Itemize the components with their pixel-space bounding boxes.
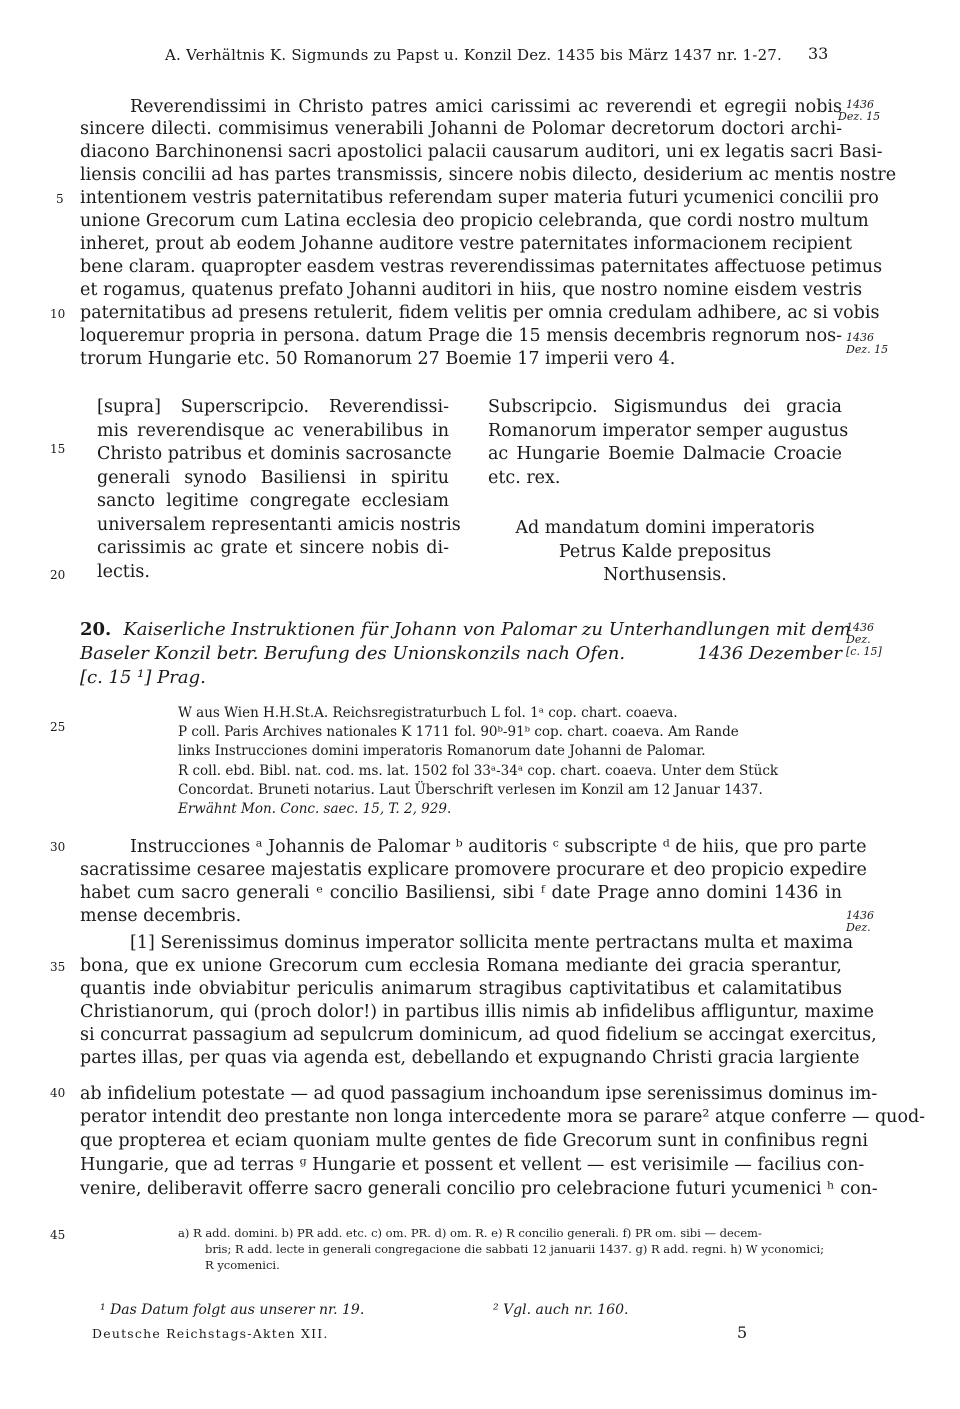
body-line: sacratissime cesaree majestatis explicare promovere procurare et deo propicio expedire [80, 860, 867, 880]
body-line: mense decembris. [80, 906, 242, 926]
body-line: habet cum sacro generali ᵉ concilio Basiliensi, sibi ᶠ date Prage anno domini 1436 in [80, 883, 842, 903]
body-line: sincere dilecti. commisimus venerabili Johanni de Polomar decretorum doctori archi- [80, 119, 842, 139]
section-title-line: Kaiserliche Instruktionen für Johann von Palomar zu Unterhandlungen mit dem [123, 619, 851, 640]
line-number: 40 [50, 1086, 66, 1100]
series-title: Deutsche Reichstags-Akten XII. [92, 1326, 329, 1341]
mandate-line: Northusensis. [603, 565, 727, 585]
body-line: Instrucciones ᵃ Johannis de Palomar ᵇ auditoris ᶜ subscripte ᵈ de hiis, que pro parte [130, 837, 867, 857]
subscription-line: etc. rex. [488, 467, 561, 488]
body-line: si concurrat passagium ad sepulcrum dominicum, ad quod fidelium se accingat exercitus, [80, 1025, 877, 1045]
line-number: 45 [50, 1228, 66, 1242]
body-line: venire, deliberavit offerre sacro generali concilio pro celebracione futuri ycumenici ʰ con- [80, 1179, 878, 1199]
body-line: diacono Barchinonensi sacri apostolici palacii causarum auditori, uni ex legatis sacri Basi- [80, 142, 883, 162]
body-line: Christianorum, qui (proch dolor!) in partibus illis nimis ab infidelibus affliguntur, maxime [80, 1002, 874, 1022]
line-number: 35 [50, 960, 66, 974]
body-line: partes illas, per quas via agenda est, debellando et expugnando Christi gracia largiente [80, 1048, 860, 1068]
superscription-line: generali synodo Basiliensi in spiritu [97, 467, 449, 488]
body-line: unione Grecorum cum Latina ecclesia deo propicio celebranda, que cordi nostro multum [80, 211, 869, 231]
apparatus-footnote: a) R add. domini. b) PR add. etc. c) om. PR. d) om. R. e) R concilio generali. f) PR om. sibi — decem- [178, 1226, 762, 1240]
footnote-2: ² Vgl. auch nr. 160. [493, 1302, 629, 1318]
margin-date-note: 1436 Dez. 15 [846, 331, 889, 356]
subscription-line: Romanorum imperator semper augustus [488, 420, 849, 441]
body-line: paternitatibus ad presens retulerit, fidem velitis per omnia credulam adhibere, ac si vobis [80, 303, 880, 323]
source-entry: Concordat. Bruneti notarius. Laut Überschrift verlesen im Konzil am 12 Januar 1437. [178, 782, 763, 798]
body-line: ab infidelium potestate — ad quod passagium inchoandum ipse serenissimus dominus im- [80, 1084, 878, 1104]
section-number: 20. [80, 619, 112, 640]
section-heading [80, 618, 851, 690]
page-number: 33 [808, 44, 829, 63]
body-line: Reverendissimi in Christo patres amici carissimi ac reverendi et egregii nobis [130, 97, 842, 117]
mandate-block [488, 517, 842, 588]
sheet-number: 5 [737, 1323, 748, 1342]
line-number: 5 [56, 192, 64, 206]
subscription-line: ac Hungarie Boemie Dalmacie Croacie [488, 444, 842, 464]
body-line: quantis inde obviabitur periculis animarum stragibus captivitatibus et calamitatibus [80, 979, 842, 999]
superscription-line: mis reverendisque ac venerabilibus in [97, 420, 449, 441]
source-entry: P coll. Paris Archives nationales K 1711 fol. 90ᵇ-91ᵇ cop. chart. coaeva. Am Rande [178, 724, 739, 740]
body-line: bona, que ex unione Grecorum cum ecclesia Romana mediante dei gracia sperantur, [80, 956, 842, 976]
margin-date-note: 1436 Dez. 15 [838, 98, 881, 123]
line-number: 30 [50, 840, 66, 854]
apparatus-footnote: R ycomenici. [205, 1258, 280, 1272]
body-line: liensis concilii ad has partes transmissis, sincere nobis dilecto, desiderium ac mentis nostre [80, 165, 897, 185]
line-number: 15 [50, 442, 66, 456]
running-head: A. Verhältnis K. Sigmunds zu Papst u. Konzil Dez. 1435 bis März 1437 nr. 1-27. [165, 46, 783, 64]
superscription-line: universalem representanti amicis nostris [97, 514, 461, 535]
line-number: 25 [50, 720, 66, 734]
body-line: [1] Serenissimus dominus imperator sollicita mente pertractans multa et maxima [130, 933, 854, 953]
superscription-line: carissimis ac grate et sincere nobis di- [97, 538, 449, 558]
superscription-line: lectis. [97, 561, 150, 582]
source-entry: links Instrucciones domini imperatoris Romanorum date Johanni de Palomar. [178, 743, 706, 759]
superscription-column [97, 396, 461, 584]
mandate-line: Ad mandatum domini imperatoris [515, 518, 815, 538]
line-number: 10 [50, 307, 66, 321]
body-line: perator intendit deo prestante non longa intercedente mora se parare² atque conferre — quod- [80, 1107, 926, 1127]
source-entry: W aus Wien H.H.St.A. Reichsregistraturbuch L fol. 1ᵃ cop. chart. coaeva. [178, 705, 678, 721]
margin-date-note: 1436 Dez. [c. 15] [846, 621, 882, 658]
body-line: Hungarie, que ad terras ᵍ Hungarie et possent et vellent — est verisimile — facilius con- [80, 1155, 865, 1175]
section-place: [c. 15 ¹] Prag. [80, 667, 206, 688]
section-title-line: Baseler Konzil betr. Berufung des Unionskonzils nach Ofen. [80, 643, 626, 664]
body-line: que propterea et eciam quoniam multe gentes de fide Grecorum sunt in confinibus regni [80, 1131, 868, 1151]
source-entry: R coll. ebd. Bibl. nat. cod. ms. lat. 1502 fol 33ᵃ-34ᵃ cop. chart. coaeva. Unter dem Stück [178, 763, 779, 779]
body-line: inheret, prout ab eodem Johanne auditore vestre paternitates informacionem recipient [80, 234, 852, 254]
source-entry: Erwähnt Mon. Conc. saec. 15, T. 2, 929. [178, 801, 452, 817]
superscription-line: Christo patribus et dominis sacrosancte [97, 444, 452, 464]
line-number: 20 [50, 568, 66, 582]
superscription-line: sancto legitime congregate ecclesiam [97, 491, 449, 511]
body-line: bene claram. quapropter easdem vestras reverendissimas paternitates affectuose petimus [80, 257, 883, 277]
subscription-line: Subscripcio. Sigismundus dei gracia [488, 397, 842, 417]
body-line: et rogamus, quatenus prefato Johanni auditori in hiis, que nostro nomine eisdem vestris [80, 280, 863, 300]
margin-date-note: 1436 Dez. [846, 909, 874, 934]
footnote-1: ¹ Das Datum folgt aus unserer nr. 19. [100, 1302, 365, 1318]
superscription-line: [supra] Superscripcio. Reverendissi- [97, 397, 449, 417]
mandate-line: Petrus Kalde prepositus [558, 541, 772, 562]
subscription-column [488, 396, 849, 490]
apparatus-footnote: bris; R add. lecte in generali congregacione die sabbati 12 januarii 1437. g) R add. regni. h) W yconomici; [205, 1242, 825, 1256]
body-line: intentionem vestris paternitatibus referendam super materia futuri ycumenici concilii pro [80, 188, 879, 208]
section-date: 1436 Dezember [697, 643, 842, 664]
body-line: loqueremur propria in persona. datum Prage die 15 mensis decembris regnorum nos- [80, 326, 842, 346]
body-line: trorum Hungarie etc. 50 Romanorum 27 Boemie 17 imperii vero 4. [80, 349, 676, 369]
